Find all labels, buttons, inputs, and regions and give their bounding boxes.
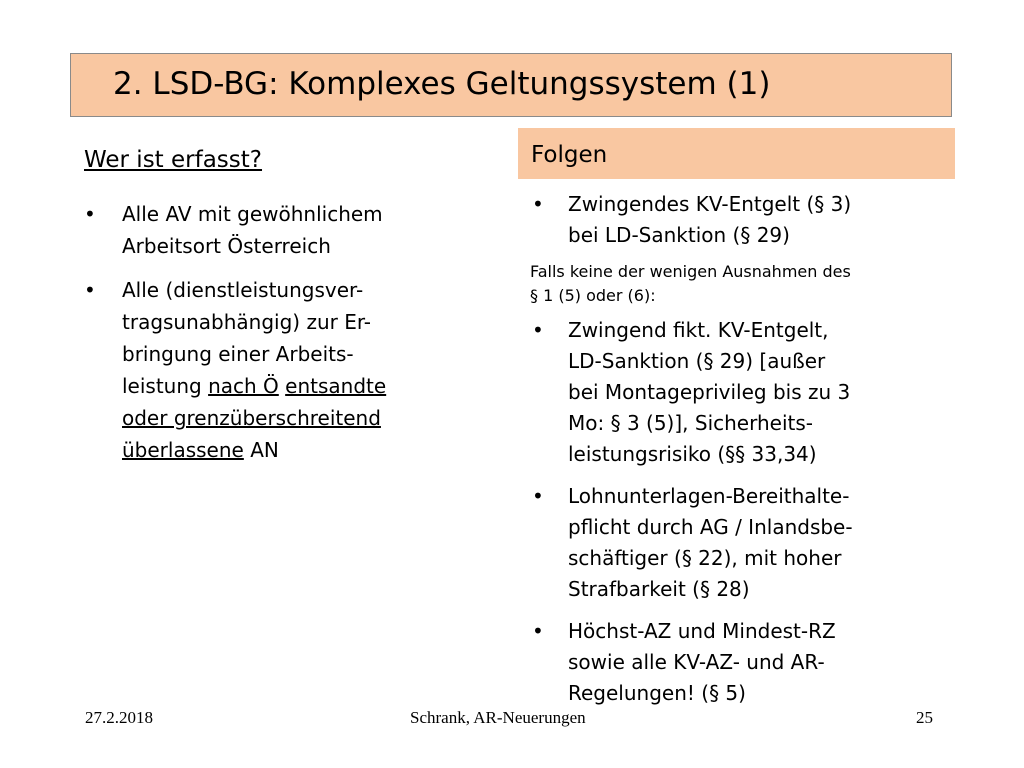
text-line	[122, 434, 484, 466]
right-bullet-list-top	[532, 189, 952, 251]
bullet-icon: •	[532, 318, 544, 342]
list-item	[532, 616, 952, 709]
text-line: Arbeitsort Österreich	[122, 234, 331, 258]
text-line: sowie alle KV-AZ- und AR-	[568, 650, 825, 674]
underlined-text: entsandte	[285, 374, 387, 398]
list-item	[532, 189, 952, 251]
list-item	[532, 315, 952, 470]
bullet-icon: •	[84, 278, 96, 302]
text-fragment: AN	[243, 438, 279, 462]
right-column-heading: Folgen	[531, 142, 608, 168]
underlined-text-line: oder grenzüberschreitend	[122, 406, 381, 430]
text-line	[122, 370, 484, 402]
bullet-icon: •	[532, 619, 544, 643]
text-line: Zwingendes KV-Entgelt (§ 3)	[568, 192, 852, 216]
bullet-icon: •	[84, 202, 96, 226]
bullet-icon: •	[532, 192, 544, 216]
text-line: Lohnunterlagen-Bereithalte-	[568, 484, 850, 508]
text-line: LD-Sanktion (§ 29) [außer	[568, 349, 826, 373]
text-line: bei LD-Sanktion (§ 29)	[568, 223, 790, 247]
text-line: § 1 (5) oder (6):	[530, 286, 656, 305]
text-line: Falls keine der wenigen Ausnahmen des	[530, 262, 851, 281]
list-item	[532, 481, 952, 605]
right-bullet-list	[532, 315, 952, 709]
left-bullet-list	[84, 198, 484, 466]
text-line: Zwingend fikt. KV-Entgelt,	[568, 318, 829, 342]
text-line: Höchst-AZ und Mindest-RZ	[568, 619, 836, 643]
text-line: leistungsrisiko (§§ 33,34)	[568, 442, 817, 466]
text-fragment: leistung	[122, 374, 209, 398]
text-line: Mo: § 3 (5)], Sicherheits-	[568, 411, 813, 435]
text-line: Strafbarkeit (§ 28)	[568, 577, 750, 601]
bullet-icon: •	[532, 484, 544, 508]
list-item	[84, 198, 484, 262]
right-column-heading-box	[518, 128, 955, 179]
underlined-text: nach Ö	[208, 374, 279, 398]
text-line: pflicht durch AG / Inlandsbe-	[568, 515, 853, 539]
text-line: bringung einer Arbeits-	[122, 342, 354, 366]
left-column-heading: Wer ist erfasst?	[84, 147, 263, 173]
text-line: Regelungen! (§ 5)	[568, 681, 746, 705]
page-number: 25	[916, 708, 933, 727]
list-item	[84, 274, 484, 466]
footer-date: 27.2.2018	[85, 708, 153, 727]
slide-title: 2. LSD-BG: Komplexes Geltungssystem (1)	[113, 66, 771, 102]
text-line: schäftiger (§ 22), mit hoher	[568, 546, 842, 570]
underlined-text: überlassene	[122, 438, 244, 462]
footer-author: Schrank, AR-Neuerungen	[410, 708, 586, 727]
exceptions-note	[530, 260, 950, 308]
text-line: bei Montageprivileg bis zu 3	[568, 380, 851, 404]
text-line: Alle (dienstleistungsver-	[122, 278, 364, 302]
text-line: tragsunabhängig) zur Er-	[122, 310, 372, 334]
slide-title-box	[70, 53, 952, 117]
text-line: Alle AV mit gewöhnlichem	[122, 202, 383, 226]
